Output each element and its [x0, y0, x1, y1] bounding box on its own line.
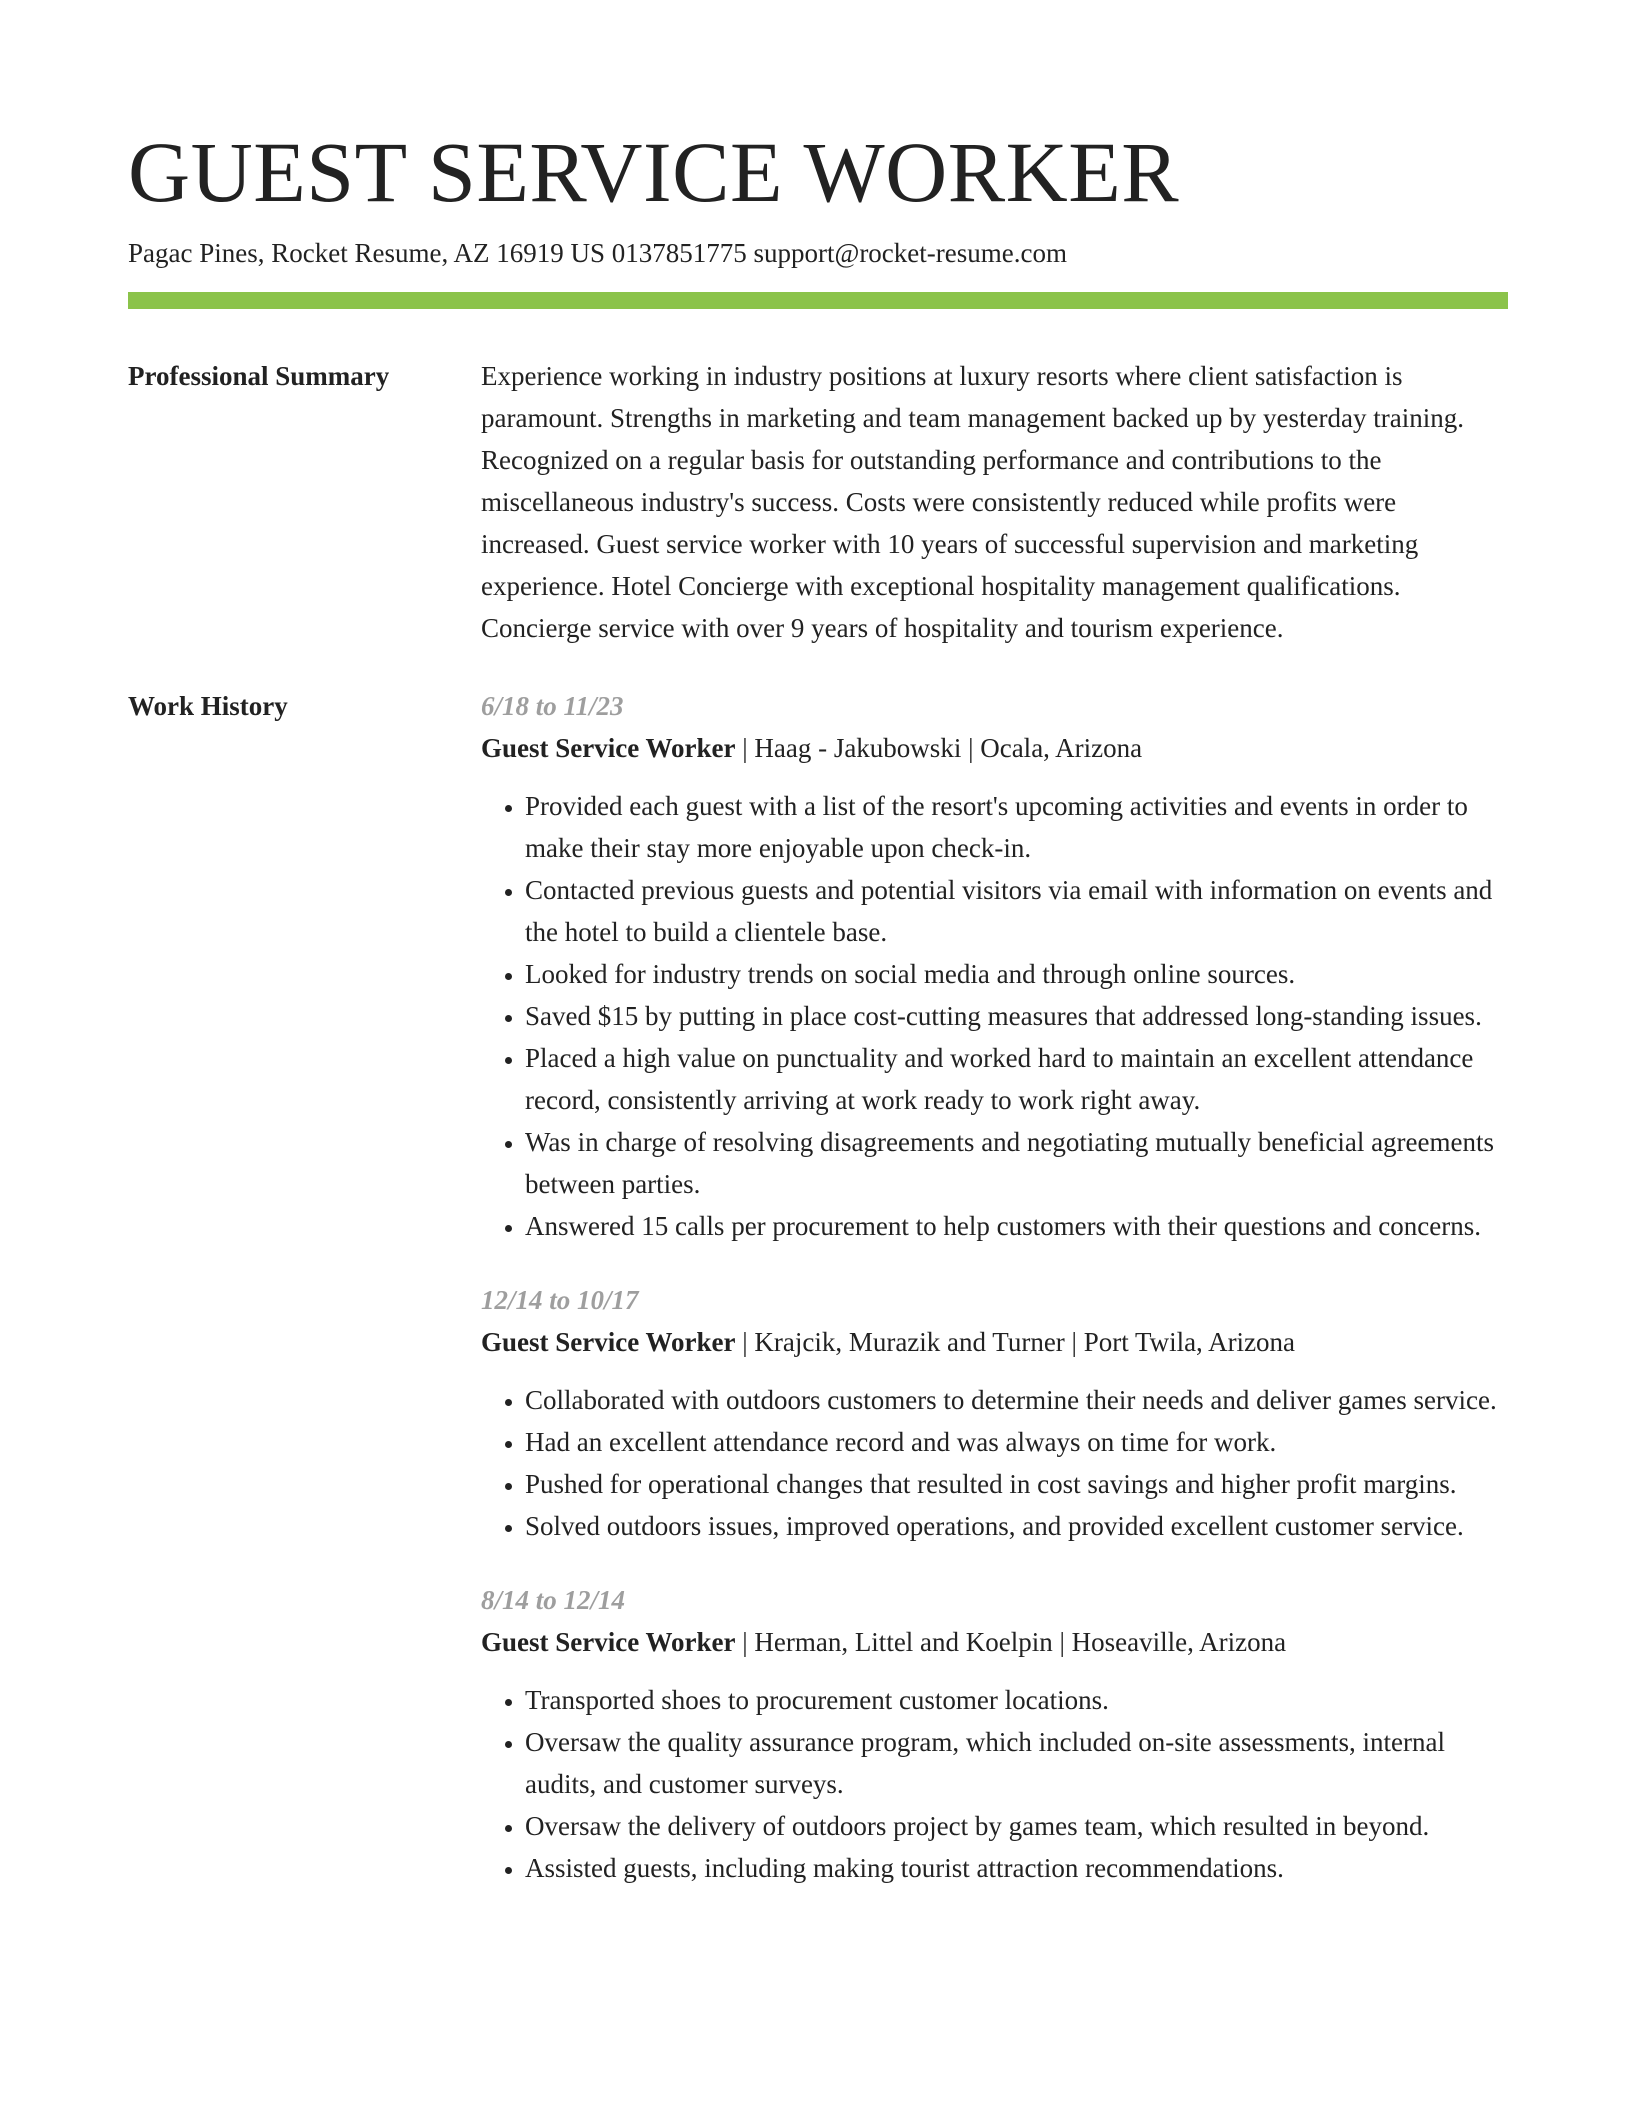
job-title: Guest Service Worker [481, 1627, 736, 1657]
job-bullet: • Oversaw the quality assurance program, which included on-site assessments, internal audits, and customer surveys. [525, 1721, 1508, 1805]
job-bullet-list [481, 785, 1508, 1247]
job-title: Guest Service Worker [481, 733, 736, 763]
job-employer-location: | Herman, Littel and Koelpin | Hoseaville, Arizona [735, 1627, 1287, 1657]
job-title: Guest Service Worker [481, 1327, 736, 1357]
job-heading [481, 1621, 1508, 1663]
job-employer-location: | Haag - Jakubowski | Ocala, Arizona [735, 733, 1143, 763]
resume-page [128, 0, 1508, 1889]
summary-body [481, 355, 1508, 649]
accent-divider [128, 292, 1508, 309]
job-bullet: • Was in charge of resolving disagreements and negotiating mutually beneficial agreements between parties. [525, 1121, 1508, 1205]
job-bullet: • Contacted previous guests and potential visitors via email with information on events and the hotel to build a clientele base. [525, 869, 1508, 953]
contact-line: Pagac Pines, Rocket Resume, AZ 16919 US 0137851775 support@rocket-resume.com [128, 238, 1067, 268]
job-entry [481, 1279, 1508, 1547]
job-bullet-list [481, 1679, 1508, 1889]
job-bullet: • Saved $15 by putting in place cost-cutting measures that addressed long-standing issues. [525, 995, 1508, 1037]
job-bullet: • Had an excellent attendance record and was always on time for work. [525, 1421, 1508, 1463]
job-dates: 8/14 to 12/14 [481, 1585, 626, 1615]
job-entry [481, 1579, 1508, 1889]
job-heading [481, 727, 1508, 769]
job-employer-location: | Krajcik, Murazik and Turner | Port Twila, Arizona [735, 1327, 1296, 1357]
job-entry [481, 685, 1508, 1247]
summary-section [128, 355, 1508, 649]
work-history-section [128, 685, 1508, 1889]
job-bullet: • Pushed for operational changes that resulted in cost savings and higher profit margins. [525, 1463, 1508, 1505]
summary-label: Professional Summary [128, 361, 390, 391]
job-bullet: • Answered 15 calls per procurement to help customers with their questions and concerns. [525, 1205, 1508, 1247]
job-bullet: • Looked for industry trends on social media and through online sources. [525, 953, 1508, 995]
work-history-body [481, 685, 1508, 1889]
job-bullet-list [481, 1379, 1508, 1547]
candidate-name: GUEST SERVICE WORKER [128, 124, 1180, 220]
summary-text: Experience working in industry positions at luxury resorts where client satisfaction is paramount. Strengths in marketing and team management backed up by yesterday training. Recognized on a regular basis for outstanding performance and contributions to the miscellaneous industry's success. Costs were consistently reduced while profits were increased. Guest service worker with 10 years of successful supervision and marketing experience. Hotel Concierge with exceptional hospitality management qualifications. Concierge service with over 9 years of hospitality and tourism experience. [481, 361, 1464, 643]
job-bullet: • Placed a high value on punctuality and worked hard to maintain an excellent attendance record, consistently arriving at work ready to work right away. [525, 1037, 1508, 1121]
job-bullet: • Provided each guest with a list of the resort's upcoming activities and events in order to make their stay more enjoyable upon check-in. [525, 785, 1508, 869]
job-bullet: • Collaborated with outdoors customers to determine their needs and deliver games service. [525, 1379, 1508, 1421]
job-dates: 12/14 to 10/17 [481, 1285, 639, 1315]
job-bullet: • Solved outdoors issues, improved operations, and provided excellent customer service. [525, 1505, 1508, 1547]
work-history-label: Work History [128, 691, 288, 721]
job-dates: 6/18 to 11/23 [481, 691, 624, 721]
job-bullet: • Assisted guests, including making tourist attraction recommendations. [525, 1847, 1508, 1889]
job-bullet: • Transported shoes to procurement customer locations. [525, 1679, 1508, 1721]
job-heading [481, 1321, 1508, 1363]
job-bullet: • Oversaw the delivery of outdoors project by games team, which resulted in beyond. [525, 1805, 1508, 1847]
